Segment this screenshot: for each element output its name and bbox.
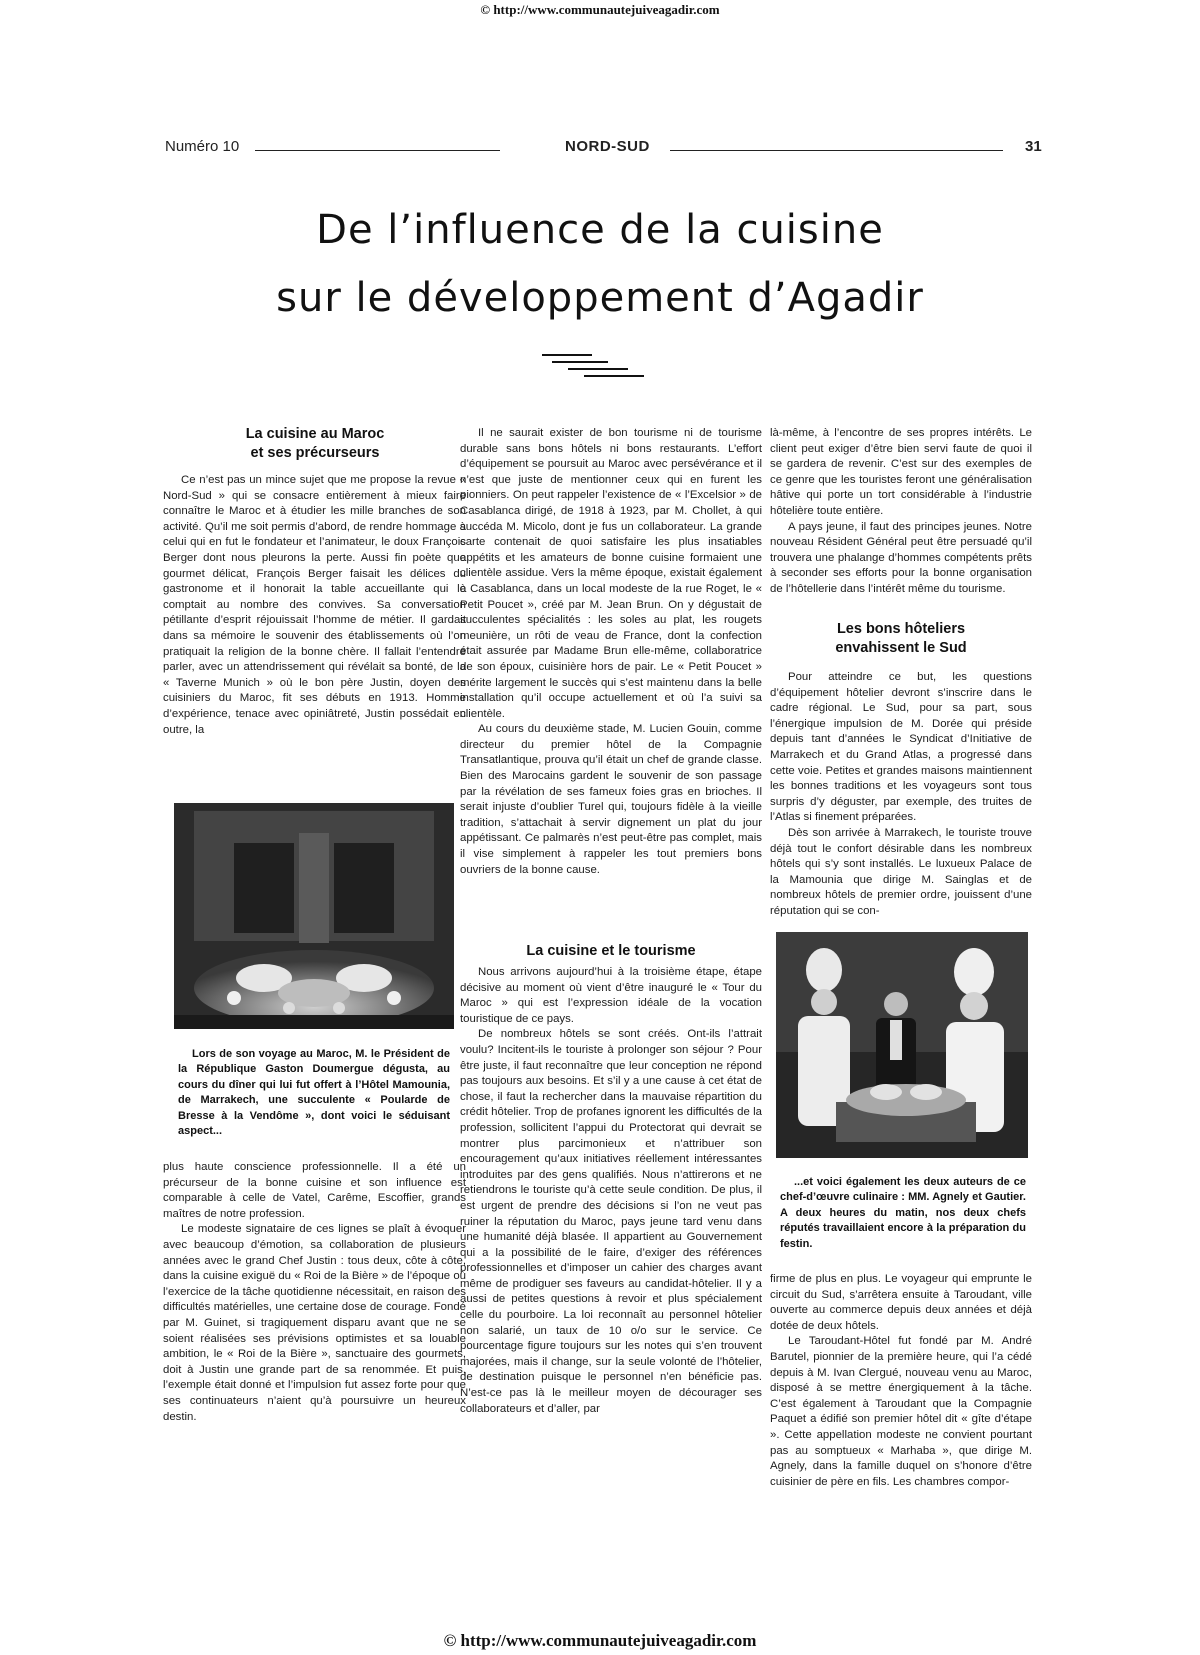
header-rule-left <box>255 150 500 151</box>
col1-text-bottom <box>163 1160 466 1425</box>
paragraph: Ce n’est pas un mince sujet que me propose la revue « Nord-Sud » qui se consacre entièrement à mieux faire connaître le Maroc et à étudier les mille branches de son activité. Qu’il me soit permis d’abord, de rendre hommage à celui qui en fut le fondateur et l’animateur, le doux François Berger dont nous pleurons la perte. Aussi fin poète que gourmet délicat, François Berger faisait les délices du gastronome et il honorait la table accueillante qui le comptait au nombre des convives. Sa conversation pétillante d’esprit réjouissait l’homme de métier. Il gardait dans sa mémoire le souvenir des établissements où l’on pratiquait la religion de la bonne chère. Il fallait l’entendre parler, avec un attendrissement qui révélait sa bonté, de la « Taverne Munich » où le bon père Justin, doyen des cuisiniers du Maroc, fit ses débuts en 1913. Homme d’expérience, tenace avec opiniâtreté, Justin possédait en outre, la <box>163 474 466 736</box>
col3-text-bottom <box>770 1272 1032 1490</box>
col1-photo-caption <box>178 1047 450 1139</box>
header-rule-right <box>670 150 1003 151</box>
col1-heading <box>165 425 465 463</box>
paragraph: Dès son arrivée à Marrakech, le touriste trouve déjà tout le confort désirable dans les nombreux hôtels qui s’y sont installés. Le luxueux Palace de la Mamounia que dirige M. Sainglas et de nombreux hôtels de premier ordre, jouissent d’une réputation qui se con- <box>770 826 1032 917</box>
paragraph: Au cours du deuxième stade, M. Lucien Gouin, comme directeur du premier hôtel de la Compagnie Transatlantique, prouva qu’il était un chef de grande classe. Bien des Marocains gardent le souvenir de son passage par la révélation de ses fameux foies gras en brioches. Il serait injuste d’oublier Turel qui, toujours fidèle à la vieille tradition, s’attachait à servir dignement un plat du jour appétissant. Ce palmarès n’est peut-être pas complet, mais il vise simplement à rappeler les tout premiers bons ouvriers de la bonne cause. <box>460 723 762 876</box>
paragraph: firme de plus en plus. Le voyageur qui emprunte le circuit du Sud, s’arrêtera ensuite à Taroudant, ville ouverte au commerce depuis deux années et déjà dotée de deux hôtels. <box>770 1273 1032 1332</box>
col1-text-top <box>163 473 466 738</box>
paragraph: Pour atteindre ce but, les questions d’équipement hôtelier devront s’inscrire dans le cadre régional. Le Sud, pour sa part, sous l’énergique impulsion de M. Dorée qui préside depuis tant d’années le Syndicat d’Initiative de Marrakech et du Grand Atlas, a progressé dans cette voie. Petites et grandes maisons maintiennent les bonnes traditions et les voyageurs sont tous surpris d’y déguster, par exemple, des truites de l’Atlas si finement préparées. <box>770 671 1032 824</box>
issue-number: Numéro 10 <box>165 138 240 155</box>
article-title-line-2: sur le développement d’Agadir <box>276 275 924 321</box>
paragraph: plus haute conscience professionnelle. Il a été un précurseur de la bonne cuisine et son influence est comparable à celle de Vatel, Carême, Escoffier, grands maîtres de notre profession. <box>163 1161 466 1220</box>
page-number: 31 <box>1025 138 1042 155</box>
caption-text: ...et voici également les deux auteurs de ce chef-d’œuvre culinaire : MM. Agnely et Gautier. A deux heures du matin, nos deux chefs réputés travaillaient encore à la préparation du festin. <box>780 1176 1026 1250</box>
col3-photo-caption <box>780 1175 1026 1252</box>
paragraph: Le Taroudant-Hôtel fut fondé par M. André Barutel, pionnier de la première heure, qui l’a cédé depuis à M. Ivan Clergué, nouveau venu au Maroc, disposé à se mettre énergiquement à la tâche. C’est également à Taroudant que la Compagnie Paquet a édifié son premier hôtel dit « gîte d’étape ». Cette appellation modeste ne convient pourtant pas au somptueux « Marhaba », que dirige M. Agnely, dans la famille duquel on s’honore d’être cuisinier de père en fils. Les chambres compor- <box>770 1335 1032 1488</box>
col2-text-top <box>460 426 762 878</box>
paragraph: De nombreux hôtels se sont créés. Ont-ils l’attrait voulu? Incitent-ils le touriste à prolonger son séjour ? Pour être juste, il faut reconnaître que leur conception ne répond pas toujours aux besoins. Et s’il y a une cause à cet état de chose, il faut la rechercher dans la mauvaise répartition du crédit hôtelier. Trop de profanes ignorent les difficultés de la profession, sollicitent l’appui du Protectorat qui devrait se montrer plus parcimonieux et n’attribuer son encouragement qu’aux initiatives réellement intéressantes introduites par des gens qualifiés. Nous n’attirerons et ne retiendrons le touriste qu’à cette seule condition. De plus, il est urgent de prendre des décisions si l’on ne veut pas ruiner la réputation du Maroc, pays jeune tard venu dans une humanité déjà blasée. Il appartient au Gouvernement qui a la possibilité de le faire, d’exiger des références professionnelles et d’imposer un cahier des charges avant même de prodiguer ses faveurs au candidat-hôtelier. Il y a aussi de petites questions à revoir et plus spécialement celle du pourboire. La loi reconnaît au personnel hôtelier non salarié, un taux de 10 o/o sur le service. Ce pourcentage figure toujours sur les notes qui s’en trouvent majorées, mais il change, sur la seule volonté de l’hôtelier, de destination puisque le personnel n’en bénéficie pas. N’est-ce pas là le meilleur moyen de décourager ses collaborateurs et d’aller, par <box>460 1028 762 1415</box>
page-header <box>163 138 1045 162</box>
col3-heading <box>770 620 1032 658</box>
col3-heading-line-2: envahissent le Sud <box>835 640 967 656</box>
photo-chefs <box>776 932 1028 1158</box>
col1-heading-line-1: La cuisine au Maroc <box>245 426 385 442</box>
photo-poularde-dish <box>174 803 454 1029</box>
col3-text-middle <box>770 670 1032 920</box>
col2-heading: La cuisine et le tourisme <box>526 943 696 959</box>
paragraph: A pays jeune, il faut des principes jeunes. Notre nouveau Résident Général peut être persuadé qu’il trouvera une phalange d’hommes compétents prêts à seconder ses efforts pour la bonne organisation de l’hôtellerie dans l’intérêt même du tourisme. <box>770 520 1032 595</box>
col3-heading-line-1: Les bons hôteliers <box>836 621 966 637</box>
col1-heading-line-2: et ses précurseurs <box>250 445 380 461</box>
paragraph: Le modeste signataire de ces lignes se plaît à évoquer avec beaucoup d’émotion, sa collaboration de plusieurs années avec le grand Chef Justin : tous deux, côte à côte, dans la cuisine exiguë du « Roi de la Bière » de l’époque où l’exercice de la tâche quotidienne nécessitait, en raison des difficultés matérielles, une certaine dose de courage. Fondé par M. Guinet, si tragiquement disparu avant que ne se soient réalisées ses prévisions optimistes et sa louable ambition, le « Roi de la Bière », sanctuaire des gourmets, doit à Justin une grande part de sa renommée. Et puis, l’exemple était donné et l’impulsion fut assez forte pour que ses continuateurs n’aient qu’à poursuivre un heureux destin. <box>163 1223 466 1423</box>
paragraph: Nous arrivons aujourd’hui à la troisième étape, étape décisive au moment où vient d’être inauguré le « Tour du Maroc » qui est l’expression idéale de la vocation touristique de ce pays. <box>460 966 762 1025</box>
watermark-bottom: © http://www.communautejuiveagadir.com <box>443 1631 757 1650</box>
paragraph: Il ne saurait exister de bon tourisme ni de tourisme durable sans bons hôtels ni bons restaurants. L’effort d’équipement se poursuit au Maroc avec persévérance et il n’est que juste de mentionner ceux qui en furent les pionniers. On peut rappeler l’existence de « l’Excelsior » de Casablanca dirigé, de 1918 à 1923, par M. Chollet, à qui succéda M. Micolo, dont je fus un collaborateur. La grande carte contenait de quoi satisfaire les plus insatiables appétits et les amateurs de bonne cuisine formaient une clientèle assidue. Vers la même époque, existait également à Casablanca, dans un local modeste de la rue Roget, le « Petit Poucet », créé par M. Jean Brun. On y dégustait de succulentes spécialités : les soles au plat, les rougets meunière, un rôti de veau de France, dont la confection était assurée par Madame Brun elle-même, collaboratrice de son époux, cuisinière hors de pair. Le « Petit Poucet » mérite largement le succès qui s’est maintenu dans la belle installation qu’il occupe actuellement et où l’a suivi sa clientèle. <box>460 427 762 720</box>
col2-text-bottom <box>460 965 762 1417</box>
title-ornament <box>540 350 650 384</box>
paragraph: là-même, à l’encontre de ses propres intérêts. Le client peut exiger d’être bien servi faute de quoi il se gardera de revenir. C’est sur des exemples de ce genre que les touristes feront une généralisation hâtive qui porte un tort considérable à l’industrie hôtelière toute entière. <box>770 427 1032 517</box>
publication-name: NORD-SUD <box>565 138 650 155</box>
caption-text: Lors de son voyage au Maroc, M. le Président de la République Gaston Doumergue dégusta, au cours du dîner qui lui fut offert à l’Hôtel Mamounia, de Marrakech, une succulente « Poularde de Bresse à la Vendôme », dont voici le séduisant aspect... <box>178 1048 450 1138</box>
article-title-line-1: De l’influence de la cuisine <box>316 207 884 253</box>
col3-text-top <box>770 426 1032 598</box>
watermark-top: © http://www.communautejuiveagadir.com <box>480 2 720 17</box>
